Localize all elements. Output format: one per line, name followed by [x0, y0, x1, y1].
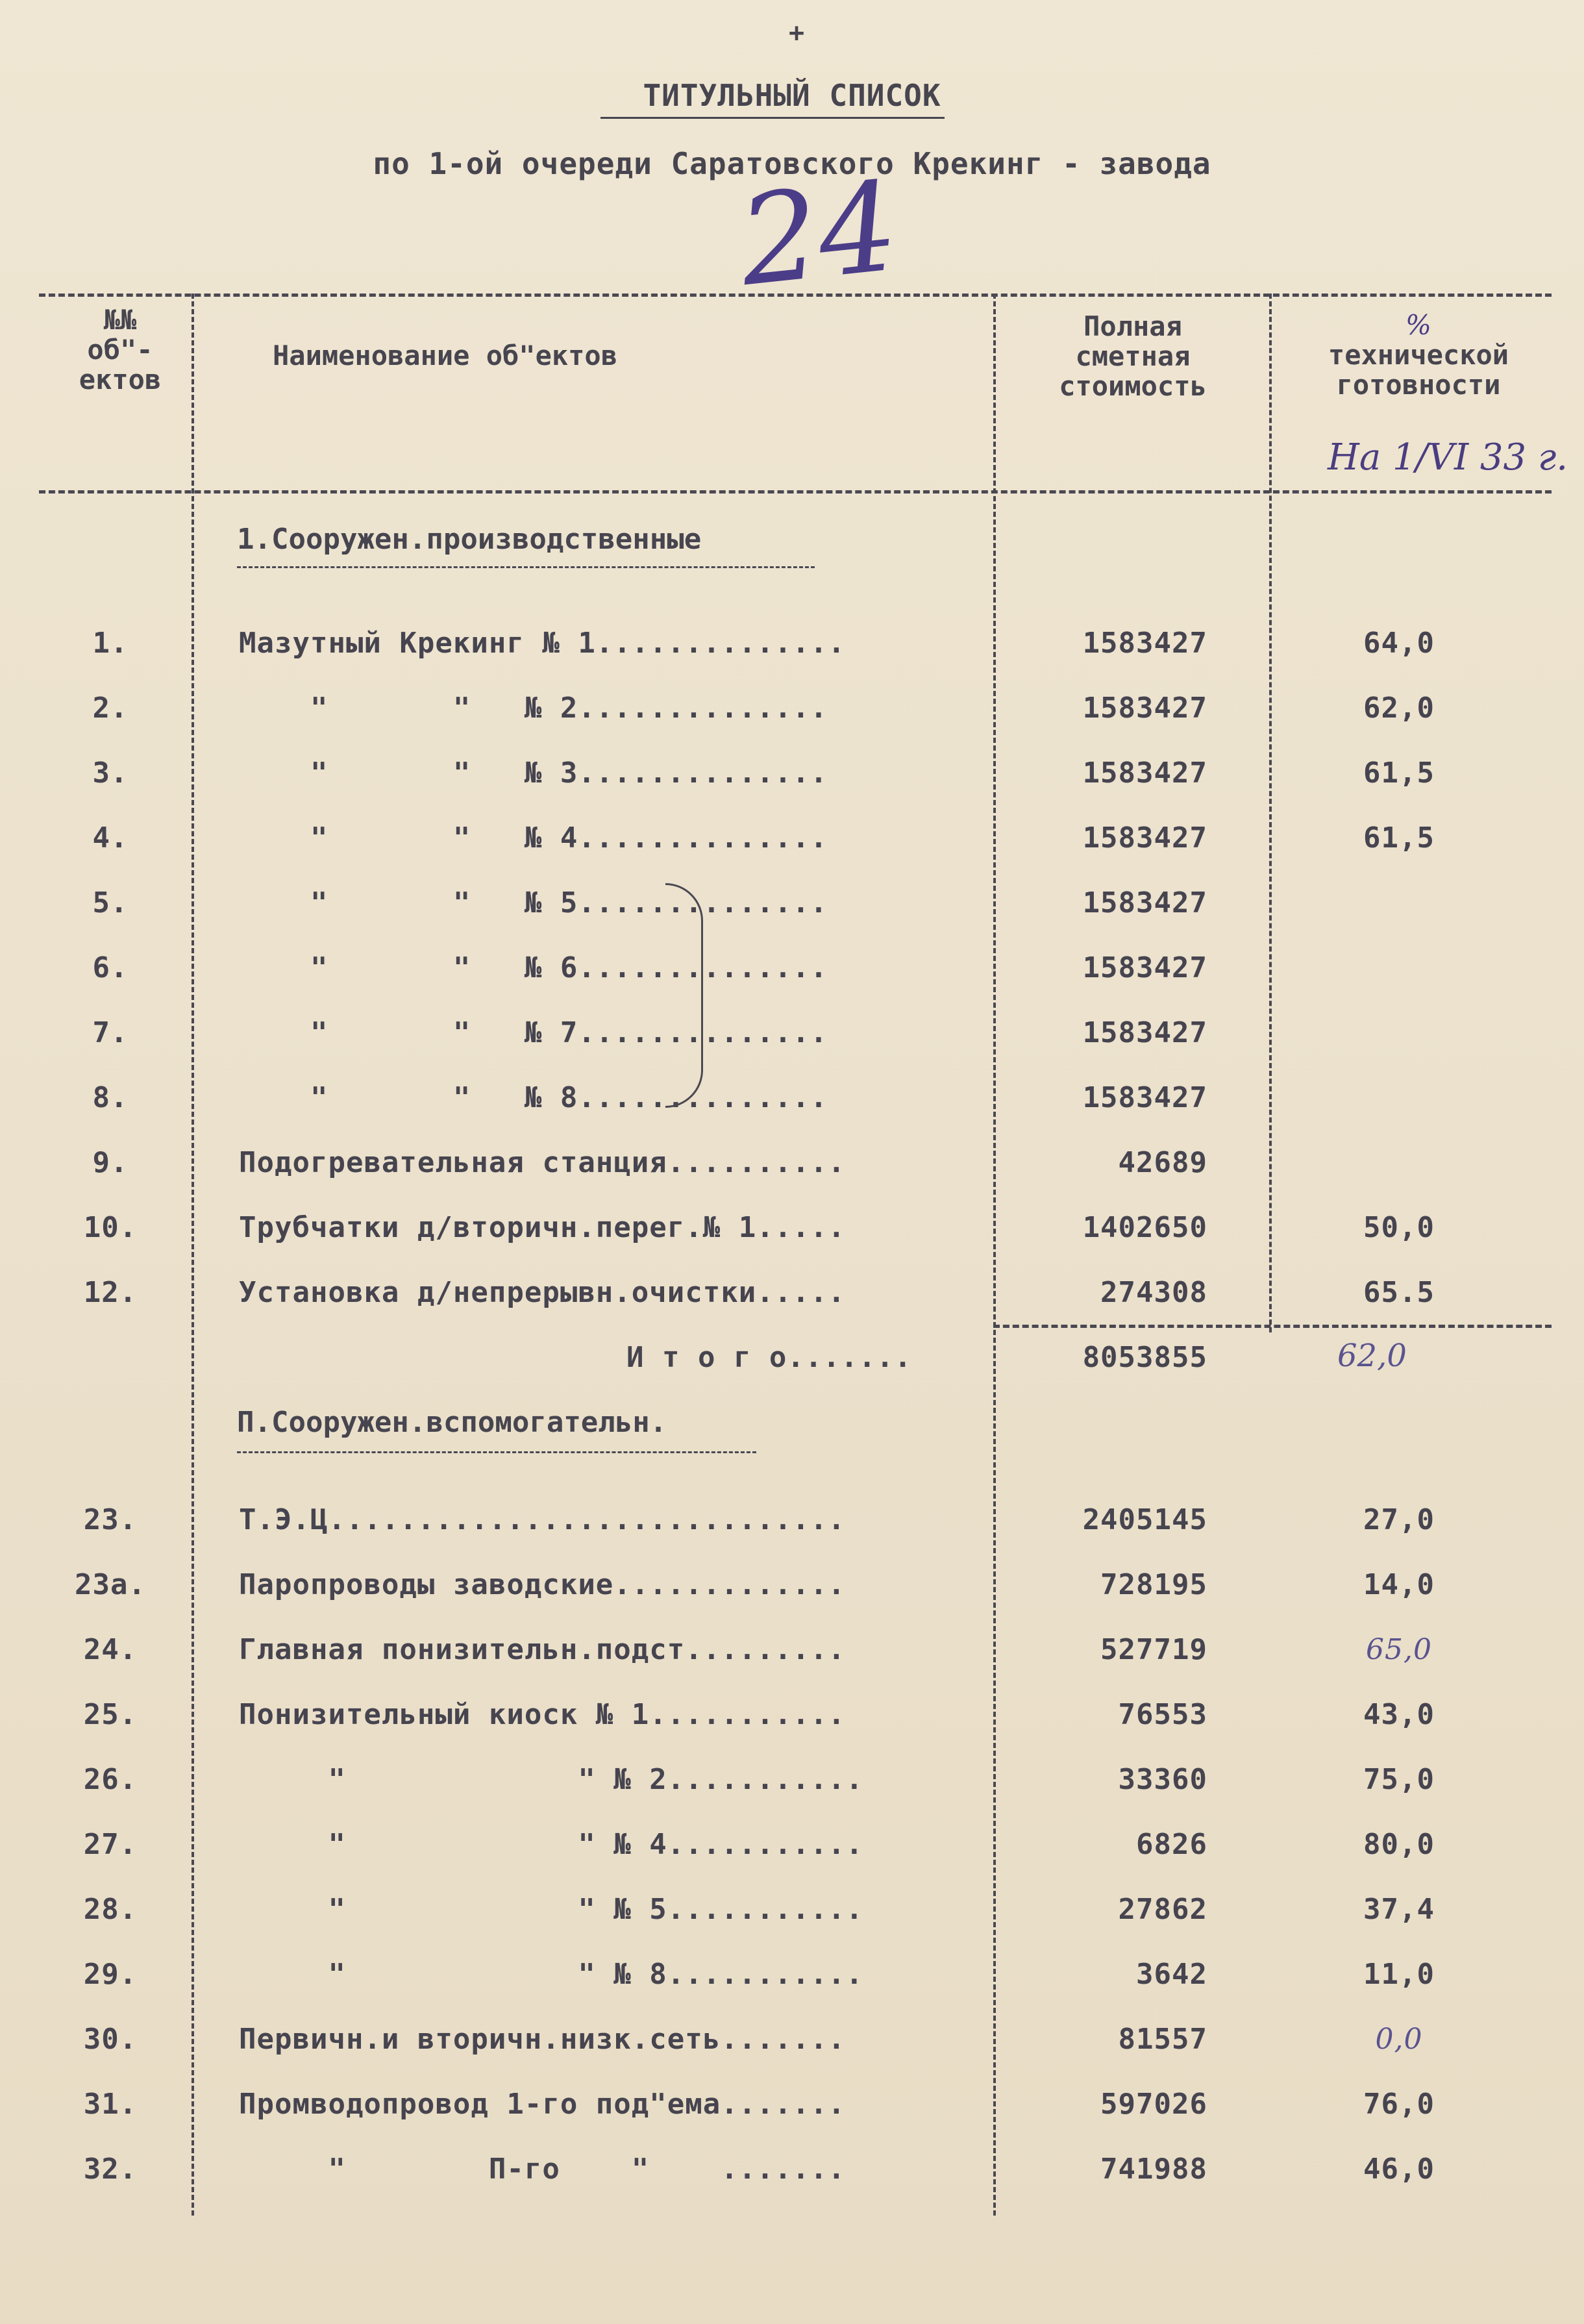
document-subtitle: по 1-ой очереди Саратовского Крекинг - завода: [373, 146, 1211, 181]
row-cost: 1583427: [1082, 951, 1207, 984]
row-name: Подогревательная станция..........: [239, 1146, 846, 1179]
row-cost: 1583427: [1082, 1016, 1207, 1049]
col-header-num: №№ об"- ектов: [79, 304, 162, 395]
row-cost: 27862: [1118, 1893, 1207, 1926]
handwritten-page-number: 24: [733, 154, 904, 314]
row-num: 28.: [83, 1893, 138, 1926]
row-cost: 76553: [1118, 1698, 1207, 1731]
table-row: [0, 1763, 1584, 1828]
row-name: Первичн.и вторичн.низк.сеть.......: [239, 2023, 846, 2056]
row-name: " " № 8...........: [239, 1958, 864, 1991]
row-pct: 65,0: [1366, 1633, 1432, 1666]
row-pct: 61,5: [1363, 756, 1435, 790]
row-num: 24.: [83, 1633, 138, 1666]
row-num: 10.: [83, 1211, 138, 1244]
row-cost: 728195: [1100, 1568, 1207, 1601]
row-name: Трубчатки д/вторичн.перег.№ 1.....: [239, 1211, 846, 1244]
row-pct: 64,0: [1363, 627, 1435, 660]
table-row: [0, 1958, 1584, 2023]
row-name: Т.Э.Ц.............................: [239, 1503, 846, 1536]
row-cost: 3642: [1136, 1958, 1207, 1991]
col-header-pct: % технической готовности: [1328, 309, 1509, 401]
row-cost: 2405145: [1082, 1503, 1207, 1536]
table-row: [0, 1698, 1584, 1763]
row-name: Мазутный Крекинг № 1..............: [239, 627, 846, 660]
row-num: 6.: [92, 951, 129, 984]
section-title-auxiliary: П.Сооружен.вспомогательн.: [237, 1406, 667, 1439]
table-row: [0, 2153, 1584, 2218]
row-name: " " № 5...........: [239, 1893, 864, 1926]
row-cost: 597026: [1100, 2088, 1207, 2121]
row-cost: 6826: [1136, 1828, 1207, 1861]
row-num: 23.: [83, 1503, 138, 1536]
row-name: Промводопровод 1-го под"ема.......: [239, 2088, 846, 2121]
row-num: 5.: [92, 886, 129, 919]
row-pct: 75,0: [1363, 1763, 1435, 1796]
row-name: " " № 4...........: [239, 1828, 864, 1861]
row-num: 9.: [92, 1146, 129, 1179]
row-name: " " № 3..............: [239, 756, 828, 790]
table-row: [0, 756, 1584, 821]
top-mark: +: [789, 18, 806, 48]
handwritten-brace: [665, 883, 703, 1108]
row-num: 4.: [92, 821, 129, 855]
row-pct: 46,0: [1363, 2153, 1435, 2186]
row-name: " " № 4..............: [239, 821, 828, 855]
row-pct: 61,5: [1363, 821, 1435, 855]
row-cost: 33360: [1118, 1763, 1207, 1796]
row-pct: 50,0: [1363, 1211, 1435, 1244]
row-num: 25.: [83, 1698, 138, 1731]
row-name: " " № 2...........: [239, 1763, 864, 1796]
row-name: Главная понизительн.подст.........: [239, 1633, 846, 1666]
total-cost: 8053855: [1082, 1341, 1207, 1374]
row-num: 32.: [83, 2153, 138, 2186]
row-num: 29.: [83, 1958, 138, 1991]
row-pct: 62,0: [1363, 692, 1435, 725]
section-underline-2: [237, 1451, 756, 1453]
row-pct: 37,4: [1363, 1893, 1435, 1926]
total-rule: [993, 1325, 1552, 1328]
row-num: 7.: [92, 1016, 129, 1049]
row-pct: 27,0: [1363, 1503, 1435, 1536]
table-row: [0, 2088, 1584, 2153]
row-num: 12.: [83, 1276, 138, 1309]
row-cost: 741988: [1100, 2153, 1207, 2186]
total-pct: 62,0: [1337, 1338, 1407, 1374]
row-cost: 527719: [1100, 1633, 1207, 1666]
row-pct: 11,0: [1363, 1958, 1435, 1991]
row-cost: 1583427: [1082, 627, 1207, 660]
row-pct: 0,0: [1375, 2023, 1423, 2056]
handwritten-date-note: На 1/VI 33 г.: [1328, 436, 1568, 479]
row-num: 3.: [92, 756, 129, 790]
table-row: [0, 2023, 1584, 2088]
row-num: 23а.: [75, 1568, 146, 1601]
row-cost: 81557: [1118, 2023, 1207, 2056]
row-num: 2.: [92, 692, 129, 725]
row-num: 8.: [92, 1081, 129, 1114]
table-row: [0, 1211, 1584, 1276]
row-cost: 1402650: [1082, 1211, 1207, 1244]
row-num: 31.: [83, 2088, 138, 2121]
row-pct: 43,0: [1363, 1698, 1435, 1731]
table-row: [0, 951, 1584, 1016]
row-cost: 1583427: [1082, 692, 1207, 725]
row-pct: 14,0: [1363, 1568, 1435, 1601]
row-name: " " № 8..............: [239, 1081, 828, 1114]
row-pct: 65.5: [1363, 1276, 1435, 1309]
table-row: [0, 627, 1584, 692]
table-row: [0, 821, 1584, 886]
row-cost: 1583427: [1082, 1081, 1207, 1114]
row-pct: 76,0: [1363, 2088, 1435, 2121]
table-row: [0, 1893, 1584, 1958]
document-title: ТИТУЛЬНЫЙ СПИСОК: [643, 78, 941, 113]
row-cost: 1583427: [1082, 756, 1207, 790]
table-row: [0, 1633, 1584, 1698]
row-name: " " № 2..............: [239, 692, 828, 725]
row-name: " П-го " .......: [239, 2153, 846, 2186]
title-underline: [600, 117, 945, 119]
row-cost: 1583427: [1082, 886, 1207, 919]
table-row: [0, 1016, 1584, 1081]
row-cost: 274308: [1100, 1276, 1207, 1309]
table-row: [0, 1081, 1584, 1146]
row-num: 26.: [83, 1763, 138, 1796]
table-row: [0, 1146, 1584, 1211]
row-pct: 80,0: [1363, 1828, 1435, 1861]
row-num: 30.: [83, 2023, 138, 2056]
row-cost: 1583427: [1082, 821, 1207, 855]
row-name: Понизительный киоск № 1...........: [239, 1698, 846, 1731]
table-row: [0, 886, 1584, 951]
table-row: [0, 1828, 1584, 1893]
total-label: И т о г о.......: [626, 1341, 912, 1374]
row-name: Паропроводы заводские.............: [239, 1568, 846, 1601]
header-bottom-rule: [39, 490, 1552, 494]
table-top-rule: [39, 294, 1552, 297]
table-row: [0, 692, 1584, 756]
table-row: [0, 1568, 1584, 1633]
table-row: [0, 1276, 1584, 1341]
row-num: 1.: [92, 627, 129, 660]
row-num: 27.: [83, 1828, 138, 1861]
table-row: [0, 1503, 1584, 1568]
col-header-name: Наименование об"ектов: [273, 340, 618, 371]
row-cost: 42689: [1118, 1146, 1207, 1179]
row-name: Установка д/непрерывн.очистки.....: [239, 1276, 846, 1309]
section-underline-1: [237, 566, 815, 568]
row-name: " " № 5..............: [239, 886, 828, 919]
section-title-production: 1.Сооружен.производственные: [237, 523, 702, 556]
col-header-cost: Полная сметная стоимость: [1059, 310, 1207, 402]
row-name: " " № 7..............: [239, 1016, 828, 1049]
row-name: " " № 6..............: [239, 951, 828, 984]
